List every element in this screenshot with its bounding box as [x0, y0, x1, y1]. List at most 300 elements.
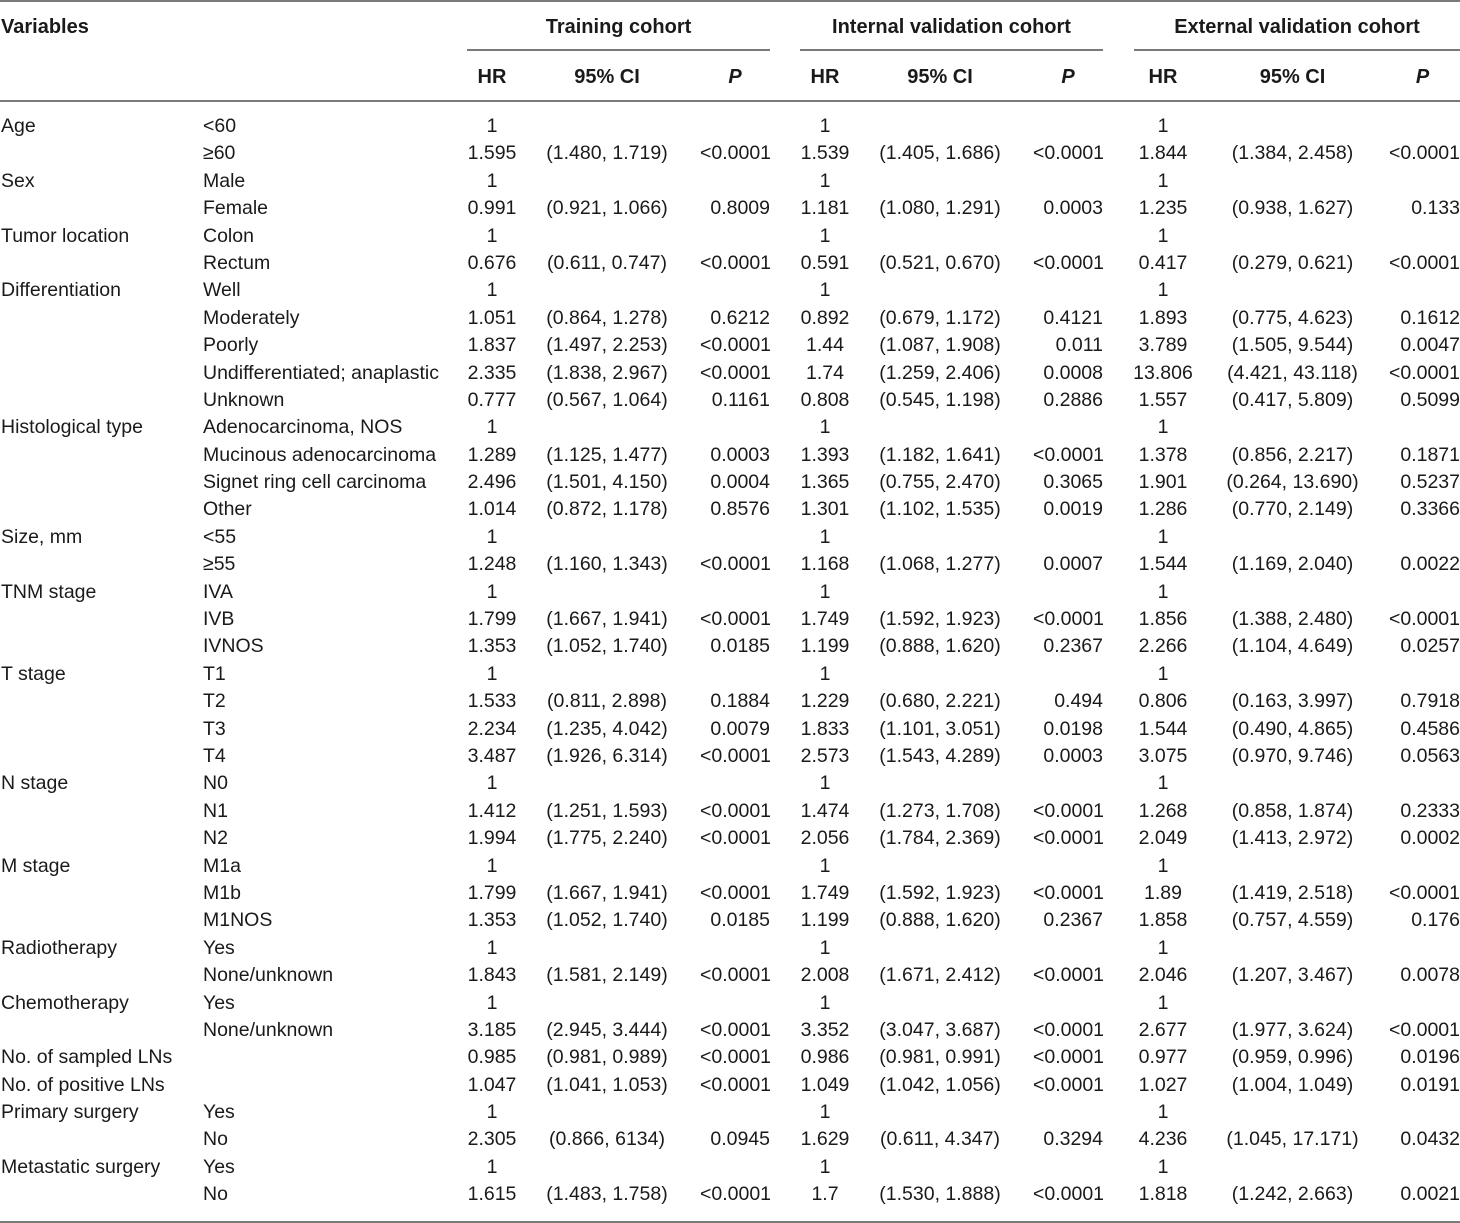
level-label-cell: Colon	[203, 224, 254, 247]
internal-p-cell: 0.0008	[1043, 361, 1103, 384]
level-label-cell: T4	[203, 744, 226, 767]
external-hr-cell: 1.268	[1138, 799, 1188, 822]
level-label-cell: <55	[203, 525, 237, 548]
training-hr-cell: 1	[486, 224, 498, 247]
training-ci-cell: (1.667, 1.941)	[546, 608, 668, 631]
external-hr-cell: 1.818	[1138, 1183, 1188, 1206]
table-row	[0, 332, 1460, 359]
level-label-cell: Unknown	[203, 388, 285, 411]
level-label-cell: Yes	[203, 991, 235, 1014]
training-p-cell: 0.0185	[710, 635, 770, 658]
internal-ci-cell: (1.080, 1.291)	[879, 197, 1001, 220]
training-ci-cell: (1.251, 1.593)	[546, 799, 668, 822]
external-hr-cell: 1.844	[1138, 142, 1188, 165]
level-label-cell: IVNOS	[203, 635, 264, 658]
table-row	[0, 1099, 1460, 1126]
table-row	[0, 743, 1460, 770]
internal-ci-cell: (3.047, 3.687)	[879, 1018, 1001, 1041]
internal-hr-cell: 2.573	[800, 744, 850, 767]
external-hr-cell: 1.544	[1138, 717, 1188, 740]
external-p-cell: 0.5099	[1400, 388, 1460, 411]
external-hr-cell: 4.236	[1138, 1128, 1188, 1151]
training-p-cell: 0.8576	[710, 498, 770, 521]
training-hr-cell: 1.799	[467, 881, 517, 904]
level-label-cell: M1b	[203, 881, 241, 904]
training-p-cell: <0.0001	[700, 964, 772, 987]
external-p-cell: 0.176	[1411, 909, 1460, 932]
internal-hr-header: HR	[810, 66, 840, 88]
internal-hr-cell: 1.749	[800, 608, 850, 631]
variables-header: Variables	[1, 16, 89, 38]
table-row	[0, 606, 1460, 633]
training-p-cell: 0.1161	[711, 388, 770, 411]
training-ci-cell: (0.921, 1.066)	[546, 197, 668, 220]
external-hr-cell: 1.235	[1138, 197, 1188, 220]
training-p-cell: 0.0185	[710, 909, 770, 932]
internal-ci-cell: (1.259, 2.406)	[879, 361, 1001, 384]
table-row	[0, 387, 1460, 414]
internal-hr-cell: 3.352	[800, 1018, 850, 1041]
external-ci-cell: (1.977, 3.624)	[1231, 1018, 1354, 1041]
external-p-cell: 0.0022	[1400, 553, 1460, 576]
training-hr-cell: 1.533	[467, 690, 517, 713]
table-row	[0, 442, 1460, 469]
external-p-cell: 0.0563	[1400, 744, 1460, 767]
table-row	[0, 1126, 1460, 1153]
training-ci-cell: (1.235, 4.042)	[546, 717, 668, 740]
external-hr-cell: 1.893	[1138, 306, 1188, 329]
external-hr-cell: 1.858	[1138, 909, 1188, 932]
internal-p-cell: <0.0001	[1033, 881, 1105, 904]
level-label-cell: M1a	[203, 854, 241, 877]
external-p-cell: 0.0078	[1400, 964, 1460, 987]
training-p-cell: 0.6212	[710, 306, 770, 329]
internal-ci-cell: (0.888, 1.620)	[879, 909, 1001, 932]
variable-name-cell: Primary surgery	[1, 1101, 139, 1124]
external-p-cell: <0.0001	[1388, 608, 1460, 631]
internal-hr-cell: 1	[819, 580, 831, 603]
level-label-cell: <60	[203, 115, 237, 137]
external-ci-cell: (0.264, 13.690)	[1226, 471, 1359, 494]
variable-name-cell: T stage	[1, 662, 66, 685]
training-p-cell: <0.0001	[700, 799, 772, 822]
training-ci-cell: (1.160, 1.343)	[546, 553, 668, 576]
table-row	[0, 935, 1460, 962]
internal-hr-cell: 1.74	[806, 361, 844, 384]
external-ci-cell: (4.421, 43.118)	[1227, 361, 1358, 384]
level-label-cell: Other	[203, 498, 252, 521]
external-p-cell: 0.133	[1411, 197, 1460, 220]
table-row	[0, 1072, 1460, 1099]
training-p-cell: <0.0001	[700, 334, 772, 357]
external-ci-cell: (1.419, 2.518)	[1231, 881, 1354, 904]
external-hr-cell: 1	[1157, 580, 1169, 603]
external-hr-cell: 2.046	[1138, 964, 1188, 987]
level-label-cell: Rectum	[203, 251, 271, 274]
training-ci-header: 95% CI	[574, 66, 640, 88]
internal-ci-cell: (0.545, 1.198)	[879, 388, 1001, 411]
internal-hr-cell: 1.474	[800, 799, 850, 822]
training-p-cell: 0.0004	[710, 471, 770, 494]
level-label-cell: N2	[203, 827, 228, 850]
training-ci-cell: (1.775, 2.240)	[546, 827, 668, 850]
external-ci-cell: (1.505, 9.544)	[1231, 334, 1354, 357]
training-hr-cell: 1	[486, 169, 498, 192]
variable-name-cell: Radiotherapy	[1, 936, 117, 959]
variable-name-cell: N stage	[1, 772, 69, 795]
training-p-header: P	[728, 66, 742, 88]
training-hr-cell: 1.248	[467, 553, 517, 576]
internal-ci-cell: (0.755, 2.470)	[879, 471, 1001, 494]
external-hr-cell: 13.806	[1133, 361, 1193, 384]
internal-hr-cell: 1	[819, 854, 831, 877]
internal-group-rule	[800, 49, 1103, 51]
external-ci-cell: (0.858, 1.874)	[1231, 799, 1354, 822]
internal-hr-cell: 1.049	[800, 1073, 850, 1096]
training-hr-cell: 1	[486, 580, 498, 603]
internal-hr-cell: 1	[819, 1101, 831, 1124]
internal-p-cell: 0.0003	[1043, 744, 1103, 767]
variable-name-cell: Tumor location	[1, 224, 130, 247]
training-ci-cell: (1.041, 1.053)	[546, 1073, 668, 1096]
training-ci-cell: (1.497, 2.253)	[546, 334, 668, 357]
external-hr-cell: 1	[1157, 1155, 1169, 1178]
level-label-cell: IVB	[203, 608, 235, 631]
internal-hr-cell: 1.181	[800, 197, 850, 220]
internal-hr-cell: 1.7	[811, 1183, 839, 1206]
external-ci-cell: (1.004, 1.049)	[1231, 1073, 1354, 1096]
training-ci-cell: (0.611, 0.747)	[547, 251, 667, 274]
training-hr-cell: 1.412	[467, 799, 517, 822]
external-hr-cell: 1	[1157, 525, 1169, 548]
table-row	[0, 990, 1460, 1017]
table-row	[0, 798, 1460, 825]
internal-hr-cell: 0.986	[800, 1046, 850, 1069]
external-hr-cell: 3.075	[1138, 744, 1188, 767]
internal-p-cell: 0.3065	[1043, 471, 1103, 494]
external-hr-cell: 1.378	[1138, 443, 1188, 466]
external-hr-cell: 1	[1157, 279, 1169, 302]
variable-name-cell: Differentiation	[1, 279, 121, 302]
training-hr-cell: 1.353	[467, 909, 517, 932]
table-row	[0, 1017, 1460, 1044]
training-p-cell: <0.0001	[700, 1183, 772, 1206]
external-p-cell: 0.5237	[1400, 471, 1460, 494]
external-hr-cell: 0.977	[1138, 1046, 1188, 1069]
external-p-cell: 0.0021	[1400, 1183, 1460, 1206]
table-row	[0, 880, 1460, 907]
internal-ci-cell: (0.981, 0.991)	[879, 1046, 1001, 1069]
external-ci-cell: (1.388, 2.480)	[1231, 608, 1354, 631]
external-p-cell: 0.0257	[1400, 635, 1460, 658]
table-bottom-rule	[0, 1221, 1460, 1223]
training-hr-cell: 1.595	[467, 142, 517, 165]
training-ci-cell: (2.945, 3.444)	[546, 1018, 668, 1041]
training-p-cell: 0.8009	[710, 197, 770, 220]
training-ci-cell: (0.872, 1.178)	[546, 498, 668, 521]
internal-hr-cell: 1	[819, 991, 831, 1014]
training-hr-cell: 1.799	[467, 608, 517, 631]
level-label-cell: Yes	[203, 1101, 235, 1124]
external-ci-cell: (0.770, 2.149)	[1231, 498, 1354, 521]
internal-p-cell: <0.0001	[1033, 608, 1105, 631]
training-hr-cell: 1.837	[467, 334, 517, 357]
internal-hr-cell: 1.199	[800, 635, 850, 658]
table-row	[0, 688, 1460, 715]
training-hr-header: HR	[477, 66, 507, 88]
external-group-rule	[1134, 49, 1460, 51]
training-hr-cell: 1	[486, 1101, 498, 1124]
level-label-cell: N0	[203, 772, 228, 795]
variable-name-cell: Histological type	[1, 416, 143, 439]
internal-hr-cell: 1	[819, 115, 831, 137]
level-label-cell: ≥60	[203, 142, 236, 165]
level-label-cell: Mucinous adenocarcinoma	[203, 443, 437, 466]
table-row	[0, 962, 1460, 989]
level-label-cell: IVA	[203, 580, 233, 603]
external-ci-cell: (1.104, 4.649)	[1231, 635, 1354, 658]
external-hr-cell: 1	[1157, 224, 1169, 247]
training-hr-cell: 1.615	[467, 1183, 517, 1206]
external-hr-cell: 1.286	[1138, 498, 1188, 521]
table-row	[0, 140, 1460, 167]
table-row	[0, 496, 1460, 523]
training-hr-cell: 1	[486, 772, 498, 795]
training-ci-cell: (0.567, 1.064)	[546, 388, 668, 411]
internal-hr-cell: 1.539	[800, 142, 850, 165]
external-p-cell: <0.0001	[1388, 251, 1460, 274]
internal-hr-cell: 1.44	[806, 334, 844, 357]
training-ci-cell: (1.125, 1.477)	[546, 443, 668, 466]
internal-hr-cell: 1	[819, 936, 831, 959]
internal-p-cell: 0.0198	[1043, 717, 1103, 740]
training-p-cell: <0.0001	[700, 827, 772, 850]
external-cohort-header: External validation cohort	[1174, 16, 1420, 38]
level-label-cell: T3	[203, 717, 226, 740]
internal-hr-cell: 1	[819, 224, 831, 247]
training-p-cell: 0.0945	[710, 1128, 770, 1151]
internal-hr-cell: 1.629	[800, 1128, 850, 1151]
internal-p-cell: <0.0001	[1033, 1046, 1105, 1069]
training-hr-cell: 2.496	[467, 471, 517, 494]
external-p-cell: 0.0047	[1400, 334, 1460, 357]
external-hr-cell: 1	[1157, 416, 1169, 439]
internal-ci-cell: (1.087, 1.908)	[879, 334, 1001, 357]
table-row	[0, 1181, 1460, 1208]
training-p-cell: <0.0001	[700, 361, 772, 384]
external-hr-cell: 1	[1157, 115, 1169, 137]
internal-ci-cell: (1.042, 1.056)	[879, 1073, 1001, 1096]
internal-ci-cell: (0.888, 1.620)	[879, 635, 1001, 658]
external-p-cell: <0.0001	[1388, 361, 1460, 384]
external-hr-cell: 2.049	[1138, 827, 1188, 850]
training-ci-cell: (1.838, 2.967)	[546, 361, 668, 384]
top-rule	[0, 0, 1460, 2]
internal-ci-header: 95% CI	[907, 66, 973, 88]
table-body	[0, 113, 1460, 1209]
external-p-cell: 0.4586	[1400, 717, 1460, 740]
external-hr-cell: 0.417	[1138, 251, 1188, 274]
table-row	[0, 524, 1460, 551]
external-hr-cell: 1.544	[1138, 553, 1188, 576]
training-hr-cell: 1.014	[467, 498, 517, 521]
training-cohort-header: Training cohort	[545, 16, 692, 38]
training-hr-cell: 0.777	[467, 388, 517, 411]
training-p-cell: <0.0001	[700, 553, 772, 576]
internal-hr-cell: 1	[819, 279, 831, 302]
level-label-cell: Yes	[203, 936, 235, 959]
table-row	[0, 661, 1460, 688]
internal-ci-cell: (1.101, 3.051)	[879, 717, 1001, 740]
internal-p-cell: <0.0001	[1033, 142, 1105, 165]
internal-hr-cell: 1.168	[800, 553, 850, 576]
internal-hr-cell: 1	[819, 1155, 831, 1178]
external-p-cell: 0.0432	[1400, 1128, 1460, 1151]
level-label-cell: Signet ring cell carcinoma	[203, 471, 427, 494]
variable-name-cell: Chemotherapy	[1, 991, 129, 1014]
level-label-cell: Moderately	[203, 306, 300, 329]
external-ci-cell: (1.413, 2.972)	[1231, 827, 1354, 850]
level-label-cell: T2	[203, 690, 226, 713]
table-row	[0, 223, 1460, 250]
internal-p-cell: <0.0001	[1033, 827, 1105, 850]
internal-p-cell: <0.0001	[1033, 443, 1105, 466]
level-label-cell: ≥55	[203, 553, 236, 576]
external-hr-cell: 2.677	[1138, 1018, 1188, 1041]
training-p-cell: 0.1884	[710, 690, 770, 713]
internal-hr-cell: 1	[819, 525, 831, 548]
internal-ci-cell: (1.405, 1.686)	[879, 142, 1001, 165]
external-ci-cell: (0.163, 3.997)	[1231, 690, 1354, 713]
internal-ci-cell: (1.592, 1.923)	[879, 881, 1001, 904]
training-ci-cell: (1.926, 6.314)	[546, 744, 668, 767]
external-ci-cell: (1.384, 2.458)	[1231, 142, 1354, 165]
training-ci-cell: (0.811, 2.898)	[547, 690, 667, 713]
internal-hr-cell: 2.056	[800, 827, 850, 850]
internal-hr-cell: 1.365	[800, 471, 850, 494]
external-ci-header: 95% CI	[1259, 66, 1326, 88]
variable-name-cell: Size, mm	[1, 525, 83, 548]
training-ci-cell: (1.483, 1.758)	[546, 1183, 668, 1206]
internal-ci-cell: (1.182, 1.641)	[879, 443, 1001, 466]
level-label-cell: Well	[203, 279, 241, 302]
training-p-cell: <0.0001	[700, 1073, 772, 1096]
external-hr-cell: 1	[1157, 169, 1169, 192]
training-hr-cell: 1	[486, 662, 498, 685]
internal-hr-cell: 1.229	[800, 690, 850, 713]
external-hr-cell: 1.901	[1138, 471, 1188, 494]
training-hr-cell: 0.676	[467, 251, 517, 274]
training-hr-cell: 1.843	[467, 964, 517, 987]
table-row	[0, 113, 1460, 140]
internal-p-cell: <0.0001	[1033, 251, 1105, 274]
external-p-cell: 0.1612	[1400, 306, 1460, 329]
table-row	[0, 469, 1460, 496]
training-hr-cell: 2.305	[467, 1128, 517, 1151]
internal-p-cell: 0.0007	[1043, 553, 1103, 576]
table-row	[0, 305, 1460, 332]
table-row	[0, 1044, 1460, 1071]
table-row	[0, 633, 1460, 660]
level-label-cell: Adenocarcinoma, NOS	[203, 416, 403, 439]
variable-name-cell: Metastatic surgery	[1, 1155, 161, 1178]
level-label-cell: Male	[203, 169, 246, 192]
internal-p-cell: 0.2367	[1043, 909, 1103, 932]
internal-hr-cell: 1	[819, 662, 831, 685]
training-hr-cell: 3.185	[467, 1018, 517, 1041]
training-ci-cell: (0.866, 6134)	[548, 1128, 665, 1151]
external-hr-cell: 1.557	[1138, 388, 1188, 411]
training-hr-cell: 1	[486, 1155, 498, 1178]
level-label-cell: None/unknown	[203, 964, 334, 987]
internal-p-cell: <0.0001	[1033, 964, 1105, 987]
table-row	[0, 716, 1460, 743]
internal-p-cell: 0.3294	[1043, 1128, 1103, 1151]
training-p-cell: <0.0001	[700, 1018, 772, 1041]
external-ci-cell: (0.856, 2.217)	[1231, 443, 1354, 466]
internal-hr-cell: 2.008	[800, 964, 850, 987]
training-hr-cell: 0.985	[467, 1046, 517, 1069]
variable-name-cell: No. of sampled LNs	[1, 1046, 173, 1069]
internal-ci-cell: (1.273, 1.708)	[879, 799, 1001, 822]
external-p-header: P	[1415, 66, 1430, 88]
external-ci-cell: (0.938, 1.627)	[1231, 197, 1354, 220]
external-ci-cell: (0.490, 4.865)	[1231, 717, 1354, 740]
variable-name-cell: No. of positive LNs	[1, 1073, 165, 1096]
internal-cohort-header: Internal validation cohort	[832, 16, 1071, 38]
training-p-cell: <0.0001	[700, 142, 772, 165]
internal-hr-cell: 1.199	[800, 909, 850, 932]
internal-hr-cell: 1	[819, 416, 831, 439]
internal-p-cell: 0.2886	[1043, 388, 1103, 411]
internal-hr-cell: 1.301	[800, 498, 850, 521]
internal-p-cell: <0.0001	[1033, 1018, 1105, 1041]
external-ci-cell: (1.242, 2.663)	[1231, 1183, 1354, 1206]
table-row	[0, 907, 1460, 934]
training-p-cell: <0.0001	[700, 881, 772, 904]
training-hr-cell: 1	[486, 525, 498, 548]
external-p-cell: 0.0002	[1400, 827, 1460, 850]
level-label-cell: None/unknown	[203, 1018, 334, 1041]
external-ci-cell: (1.045, 17.171)	[1226, 1128, 1359, 1151]
training-ci-cell: (1.052, 1.740)	[546, 909, 668, 932]
internal-hr-cell: 0.591	[800, 251, 850, 274]
external-p-cell: <0.0001	[1388, 142, 1460, 165]
table-row	[0, 168, 1460, 195]
internal-hr-cell: 0.892	[800, 306, 850, 329]
external-ci-cell: (0.417, 5.809)	[1231, 388, 1354, 411]
external-ci-cell: (0.970, 9.746)	[1231, 744, 1354, 767]
external-hr-cell: 1.856	[1138, 608, 1188, 631]
training-ci-cell: (0.864, 1.278)	[546, 306, 668, 329]
internal-p-cell: <0.0001	[1033, 1183, 1105, 1206]
internal-p-cell: 0.011	[1055, 334, 1103, 357]
external-ci-cell: (0.279, 0.621)	[1231, 251, 1354, 274]
table-row	[0, 579, 1460, 606]
level-label-cell: No	[203, 1183, 228, 1206]
variable-name-cell: TNM stage	[1, 580, 97, 603]
external-hr-cell: 1	[1157, 991, 1169, 1014]
internal-hr-cell: 0.808	[800, 388, 850, 411]
training-hr-cell: 0.991	[467, 197, 517, 220]
internal-hr-cell: 1	[819, 169, 831, 192]
external-hr-cell: 3.789	[1138, 334, 1188, 357]
variable-name-cell: M stage	[1, 854, 71, 877]
level-label-cell: Poorly	[203, 334, 259, 357]
internal-ci-cell: (1.671, 2.412)	[879, 964, 1001, 987]
training-hr-cell: 1	[486, 115, 498, 137]
table-row	[0, 770, 1460, 797]
